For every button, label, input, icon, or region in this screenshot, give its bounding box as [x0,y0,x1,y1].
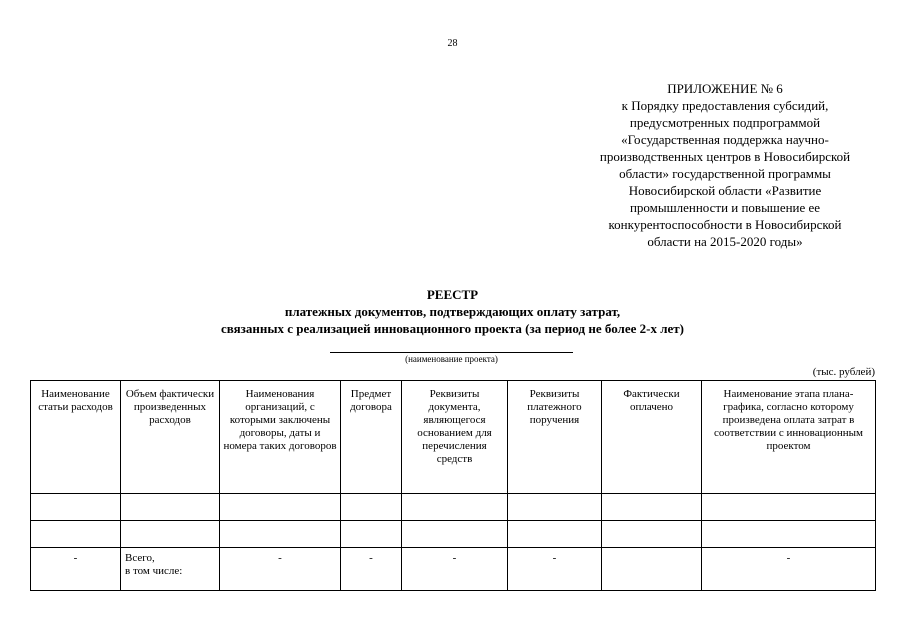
table-cell [121,494,220,521]
table-cell [402,494,508,521]
header-cell: Наименование этапа плана-графика, согласно которому произведена оплата затрат в соответствии с инновационным проектом [702,381,876,494]
units-label: (тыс. рублей) [812,366,875,378]
title-heading: РЕЕСТР [426,287,479,302]
appendix-line: предусмотренных подпрограммой [629,115,821,130]
table-cell: - [402,548,508,591]
table-cell [602,548,702,591]
table-cell: - [702,548,876,591]
table-cell [341,494,402,521]
table-cell [31,521,121,548]
appendix-heading: ПРИЛОЖЕНИЕ № 6 [667,81,783,96]
total-row [31,548,876,591]
header-cell: Фактически оплачено [602,381,702,494]
table-cell [602,494,702,521]
document-title [0,286,905,337]
title-line-1: платежных документов, подтверждающих оплату затрат, [284,304,621,319]
table-cell [702,494,876,521]
table-cell [602,521,702,548]
table-cell [702,521,876,548]
total-label-cell [121,548,220,591]
header-cell: Предмет договора [341,381,402,494]
table-row [31,521,876,548]
header-cell: Наименование статьи расходов [31,381,121,494]
header-cell: Реквизиты документа, являющегося основанием для перечисления средств [402,381,508,494]
project-name-caption: (наименование проекта) [405,354,498,364]
table-cell [402,521,508,548]
appendix-line: Новосибирской области «Развитие [628,183,822,198]
appendix-line: к Порядку предоставления субсидий, [621,98,829,113]
table-cell [508,494,602,521]
page-number: 28 [447,38,458,49]
table-cell: - [220,548,341,591]
table-cell [220,521,341,548]
table-cell [220,494,341,521]
table-cell: - [341,548,402,591]
header-cell: Объем фактически произведенных расходов [121,381,220,494]
table-cell: - [31,548,121,591]
table-cell [121,521,220,548]
header-cell: Реквизиты платежного поручения [508,381,602,494]
table-cell [508,521,602,548]
total-sublabel: в том числе: [125,565,183,577]
appendix-line: «Государственная поддержка научно- [621,132,829,147]
table-cell [31,494,121,521]
table-cell [341,521,402,548]
title-line-2: связанных с реализацией инновационного проекта (за период не более 2-х лет) [221,321,684,336]
table-cell: - [508,548,602,591]
appendix-line: производственных центров в Новосибирской [599,149,851,164]
total-label: Всего, [125,552,155,564]
appendix-line: области» государственной программы [619,166,831,181]
appendix-block [575,80,875,250]
table-row [31,494,876,521]
table-header-row [31,381,876,494]
appendix-line: конкурентоспособности в Новосибирской [608,217,842,232]
appendix-line: промышленности и повышение ее [629,200,821,215]
project-name-line [330,352,573,353]
header-cell: Наименования организаций, с которыми заключены договоры, даты и номера таких договоров [220,381,341,494]
payment-registry-table [30,380,876,591]
appendix-line: области на 2015-2020 годы» [647,234,803,249]
